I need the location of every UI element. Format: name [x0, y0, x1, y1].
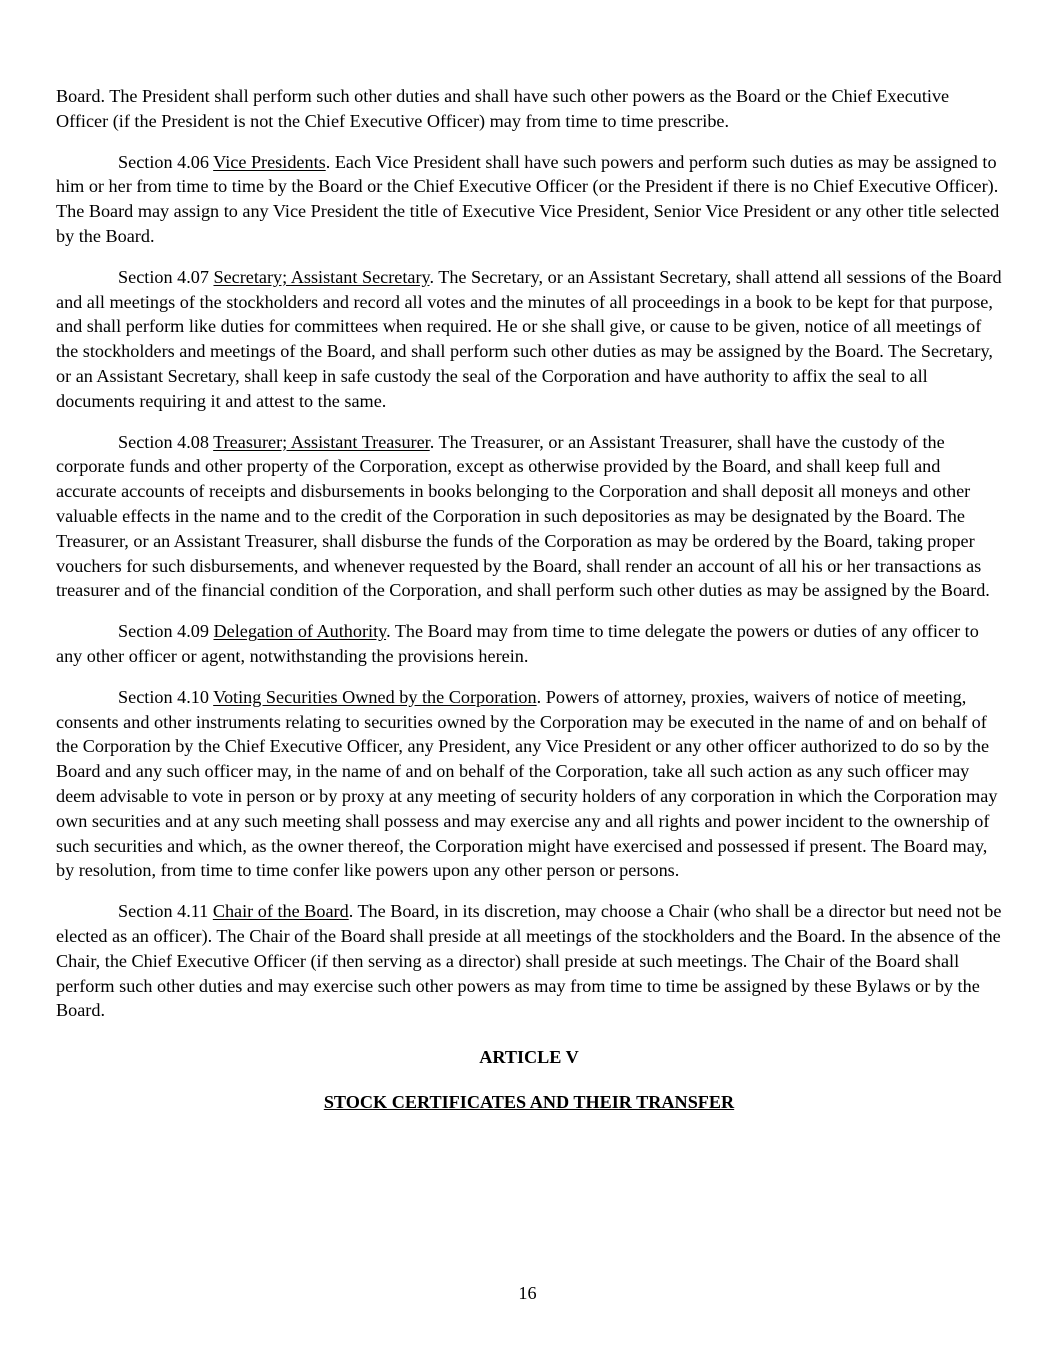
section-body: . Each Vice President shall have such powers and perform such duties as may be assigned to him or her from time to time by the Board or the Chief Executive Officer (or the President if there is no Chief Executive Officer). The Board may assign to any Vice President the title of Executive Vice President, Senior Vice President or any other title selected by the Board.: [56, 151, 1000, 246]
article-subtitle: STOCK CERTIFICATES AND THEIR TRANSFER: [323, 1091, 735, 1112]
page-number: 16: [518, 1283, 537, 1303]
section-number: Section 4.06: [118, 151, 209, 172]
continuation-paragraph: Board. The President shall perform such other duties and shall have such other powers as the Board or the Chief Executive Officer (if the President is not the Chief Executive Officer) may from time to time prescribe.: [56, 86, 950, 131]
section-4-10: [56, 685, 1002, 883]
section-number: Section 4.08: [118, 431, 209, 452]
section-number: Section 4.09: [118, 621, 209, 642]
section-4-07: [56, 265, 1002, 414]
section-body: . The Board may from time to time delegate the powers or duties of any officer to any other officer or agent, notwithstanding the provisions herein.: [56, 621, 979, 666]
section-heading: Vice Presidents: [213, 151, 326, 172]
section-body: . The Secretary, or an Assistant Secretary, shall attend all sessions of the Board and all meetings of the stockholders and record all votes and the minutes of all proceedings in a book to be kept for that purpose, and shall perform like duties for committees when required. He or she shall give, or cause to be given, notice of all meetings of the stockholders and meetings of the Board, and shall perform such other duties as may be assigned by the Board. The Secretary, or an Assistant Secretary, shall keep in safe custody the seal of the Corporation and have authority to affix the seal to all documents requiring it and attest to the same.: [56, 266, 1002, 411]
article-title: ARTICLE V: [479, 1047, 579, 1068]
section-body: . The Treasurer, or an Assistant Treasurer, shall have the custody of the corporate funds and other property of the Corporation, except as otherwise provided by the Board, and shall keep full and accurate accounts of receipts and disbursements in books belonging to the Corporation and shall deposit all moneys and other valuable effects in the name and to the credit of the Corporation in such depositories as may be designated by the Board. The Treasurer, or an Assistant Treasurer, shall disburse the funds of the Corporation as may be ordered by the Board, taking proper vouchers for such disbursements, and whenever requested by the Board, shall render an account of all his or her transactions as treasurer and of the financial condition of the Corporation, and shall perform such other duties as may be assigned by the Board.: [56, 431, 990, 601]
section-4-06: [56, 150, 1002, 249]
section-number: Section 4.11: [118, 901, 209, 922]
section-heading: Voting Securities Owned by the Corporation: [213, 686, 537, 707]
section-number: Section 4.07: [118, 266, 209, 287]
section-4-11: [56, 899, 1002, 1023]
section-4-09: [56, 619, 1002, 669]
section-heading: Chair of the Board: [212, 901, 349, 922]
section-number: Section 4.10: [118, 686, 209, 707]
section-4-08: [56, 430, 1002, 604]
section-body: . Powers of attorney, proxies, waivers of notice of meeting, consents and other instruments relating to securities owned by the Corporation may be executed in the name of and on behalf of the Corporation by the Chief Executive Officer, any President, any Vice President or any other officer authorized to do so by the Board and any such officer may, in the name of and on behalf of the Corporation, take all such action as any such officer may deem advisable to vote in person or by proxy at any meeting of security holders of any corporation in which the Corporation may own securities and at any such meeting shall possess and may exercise any and all rights and power incident to the ownership of such securities and which, as the owner thereof, the Corporation might have exercised and possessed if present. The Board may, by resolution, from time to time confer like powers upon any other person or persons.: [56, 686, 998, 881]
section-heading: Delegation of Authority: [213, 621, 387, 642]
section-heading: Secretary; Assistant Secretary: [213, 266, 430, 287]
section-body: . The Board, in its discretion, may choose a Chair (who shall be a director but need not be elected as an officer). The Chair of the Board shall preside at all meetings of the stockholders and the Board. In the absence of the Chair, the Chief Executive Officer (if then serving as a director) shall preside at such meetings. The Chair of the Board shall perform such other duties and may exercise such other powers as may from time to time be assigned by these Bylaws or by the Board.: [56, 901, 1002, 1021]
section-heading: Treasurer; Assistant Treasurer: [213, 431, 430, 452]
document-page: [56, 84, 1002, 1115]
